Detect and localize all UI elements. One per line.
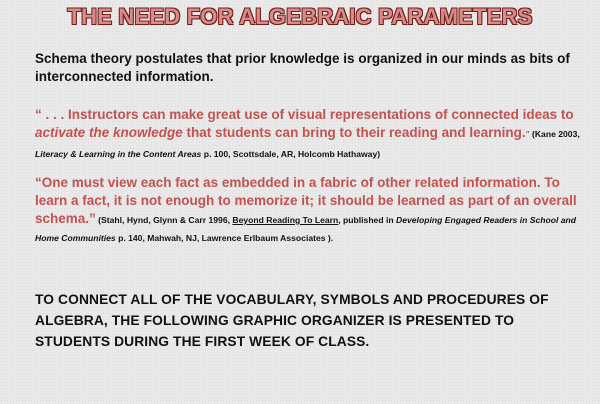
slide-title: THE NEED FOR ALGEBRAIC PARAMETERS [67, 4, 533, 29]
kane-quote-part2: that students can bring to their reading and learning. [182, 125, 526, 140]
intro-paragraph: Schema theory postulates that prior knowledge is organized in our minds as bits of interconnected information. [35, 51, 570, 84]
stahl-citation-suffix: p. 140, Mahwah, NJ, Lawrence Erlbaum Associates ). [115, 233, 334, 243]
kane-quote [35, 106, 580, 162]
stahl-citation-title: Developing Engaged Readers in School and Home Communities [35, 215, 577, 243]
stahl-quote [35, 174, 580, 246]
stahl-citation [35, 215, 576, 243]
stahl-citation-prefix: (Stahl, Hynd, Glynn & Carr 1996, [95, 215, 233, 225]
kane-citation-suffix: p. 100, Scottsdale, AR, Holcomb Hathaway) [201, 149, 381, 159]
kane-citation-prefix: (Kane 2003, [529, 129, 580, 139]
kane-citation-title: Literacy & Learning in the Content Areas [35, 149, 202, 159]
stahl-citation-mid: , published in [338, 215, 397, 225]
kane-quote-close-mark: ” [525, 130, 530, 139]
kane-quote-emphasis: activate the knowledge [35, 125, 183, 140]
closing-statement: TO CONNECT ALL OF THE VOCABULARY, SYMBOLS AND PROCEDURES OF ALGEBRA, THE FOLLOWING GRAPHIC ORGANIZER IS PRESENTED TO STUDENTS DURING THE FIRST WEEK OF CLASS. [35, 292, 549, 349]
stahl-quote-text: “One must view each fact as embedded in a fabric of other related information. To learn a fact, it is not enough to memorize it; it should be learned as part of an overall schema.” [35, 175, 577, 226]
stahl-citation-book: Beyond Reading To Learn [232, 215, 339, 225]
kane-quote-part1: “ . . . Instructors can make great use of visual representations of connected ideas to [35, 107, 574, 122]
